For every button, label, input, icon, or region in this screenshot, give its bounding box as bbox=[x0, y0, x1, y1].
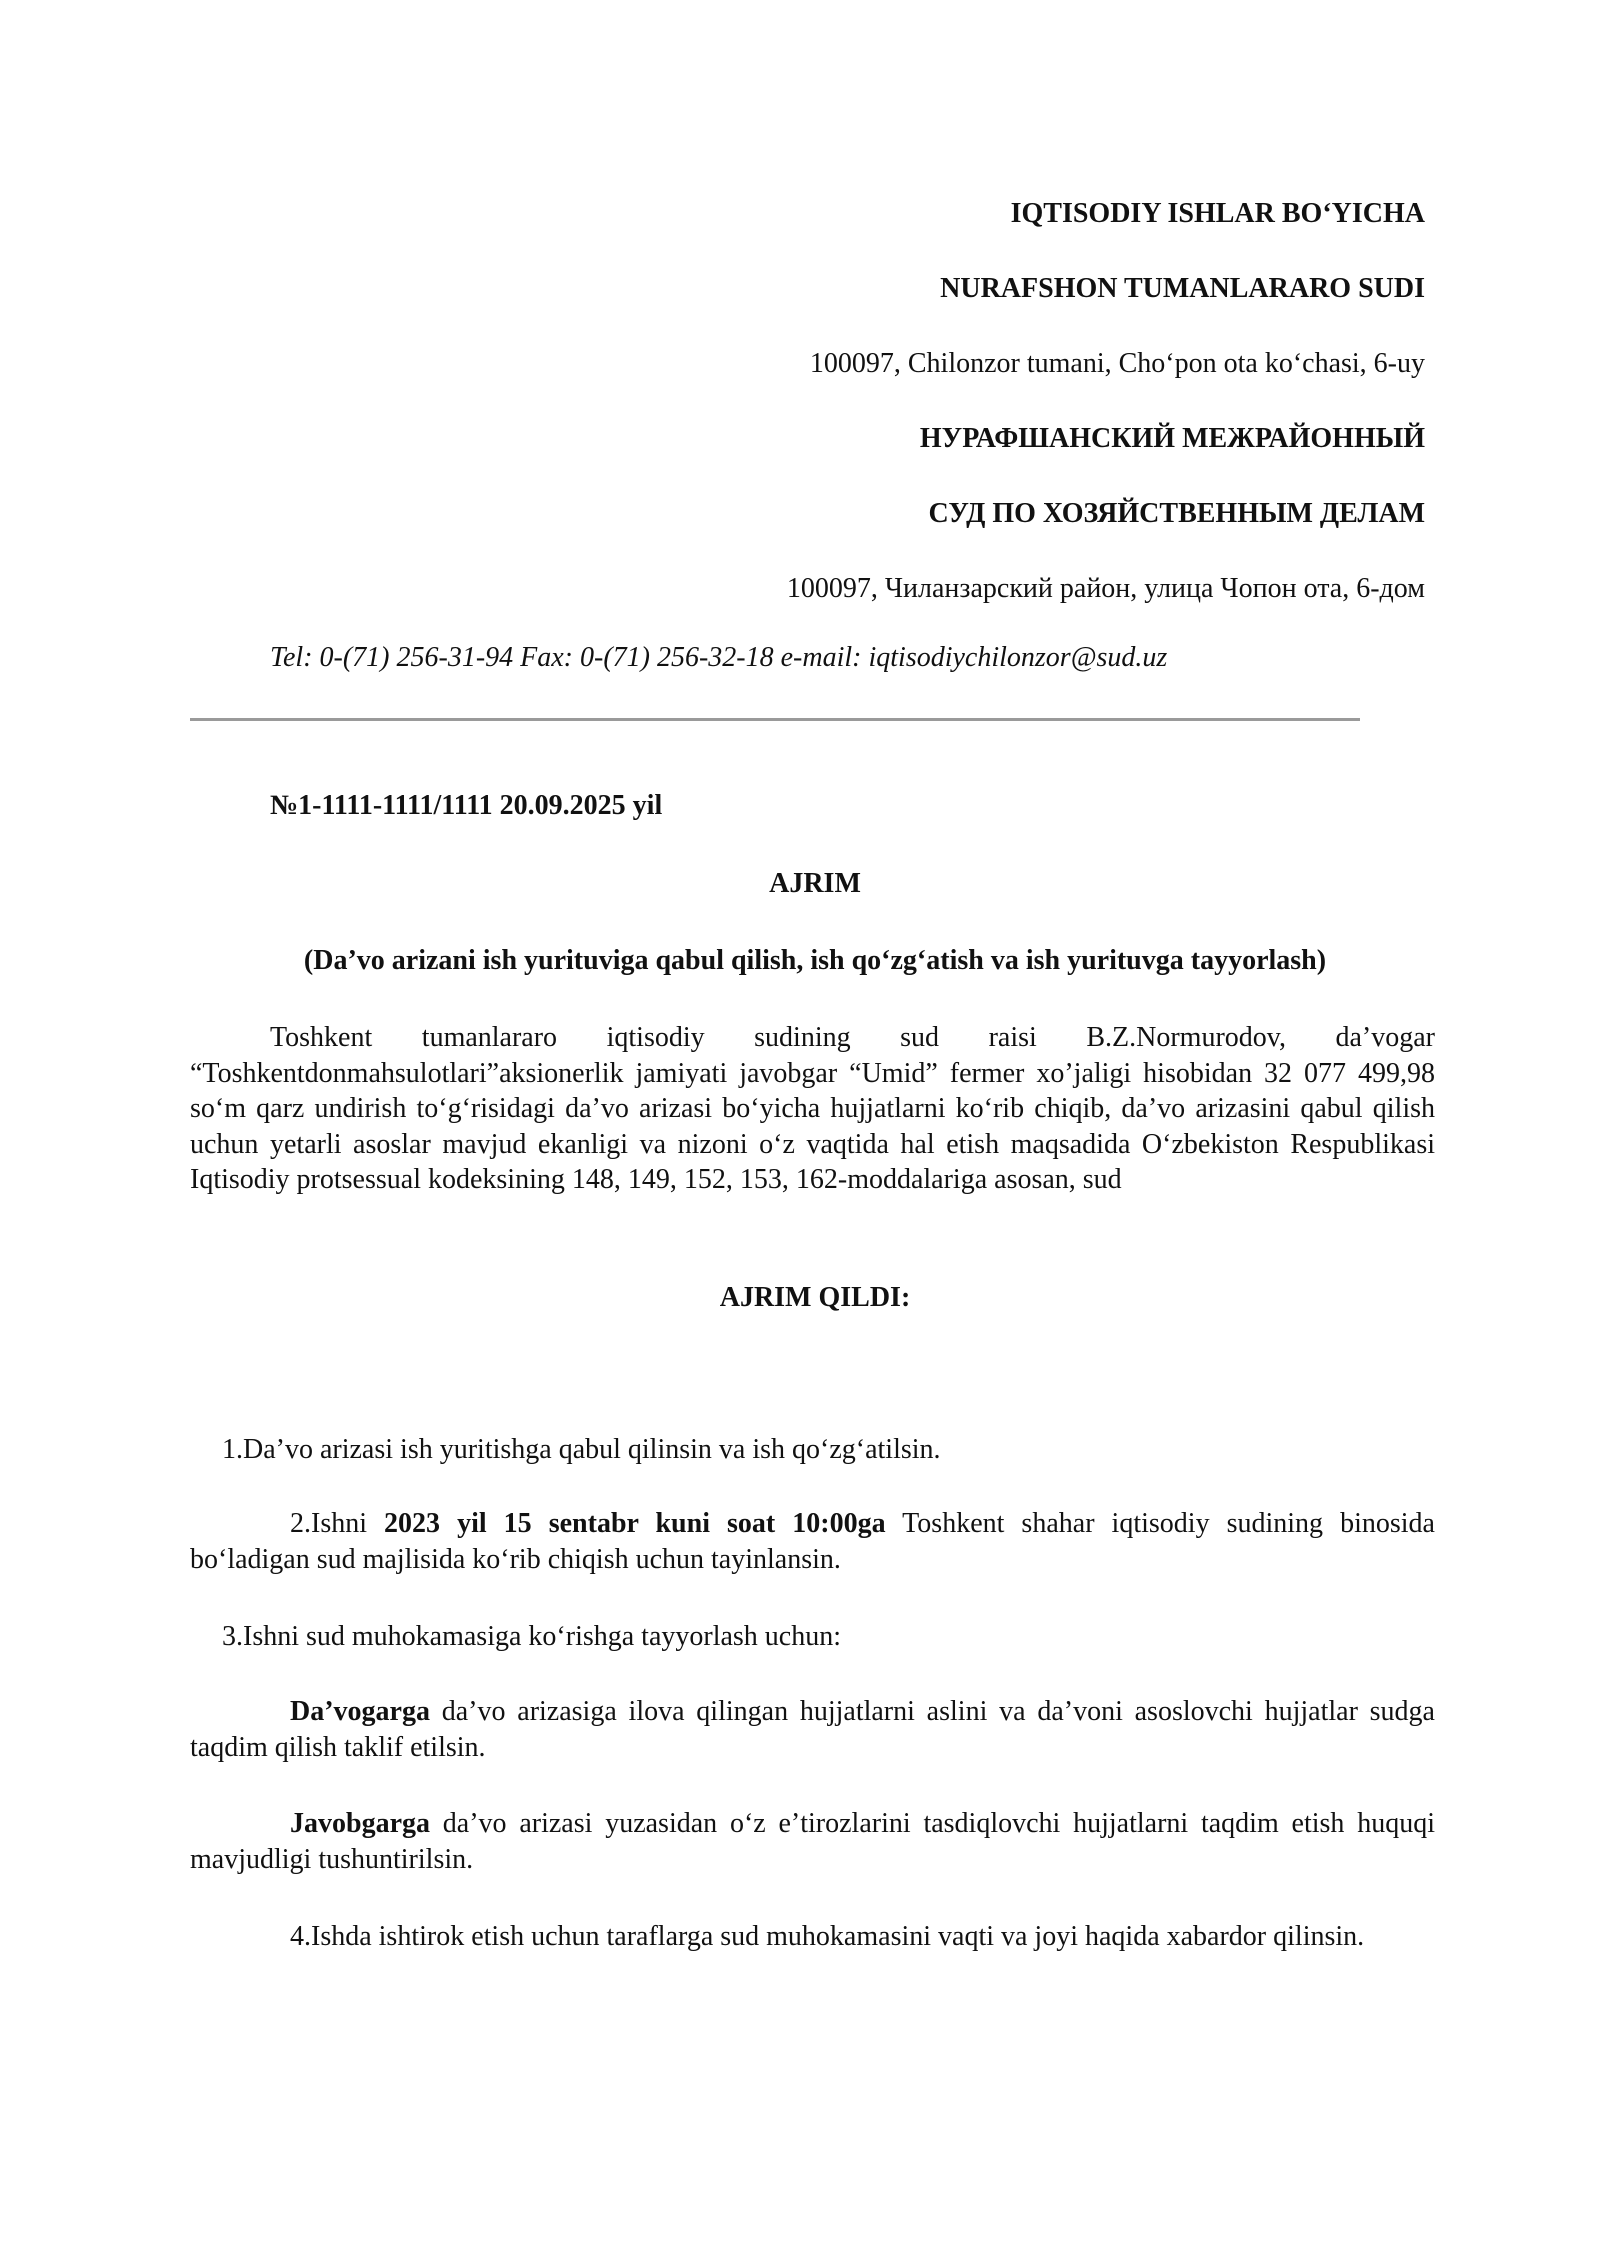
ruling-heading: AJRIM QILDI: bbox=[719, 1282, 911, 1313]
ruling-item-4: 4.Ishda ishtirok etish uchun taraflarga sud muhokamasini vaqti va joyi haqida xabardor qilinsin. bbox=[290, 1921, 1365, 1952]
court-name-uz-line2: NURAFSHON TUMANLARARO SUDI bbox=[940, 273, 1425, 304]
header-divider bbox=[190, 718, 1360, 721]
ruling-item-3: 3.Ishni sud muhokamasiga koʻrishga tayyorlash uchun: bbox=[222, 1621, 842, 1652]
plaintiff-label: Daʼvogarga bbox=[290, 1696, 430, 1727]
court-address-uz: 100097, Chilonzor tumani, Choʻpon ota koʻchasi, 6-uy bbox=[809, 348, 1425, 379]
court-name-ru-line1: НУРАФШАНСКИЙ МЕЖРАЙОННЫЙ bbox=[919, 423, 1425, 454]
court-name-ru-line2: СУД ПО ХОЗЯЙСТВЕННЫМ ДЕЛАМ bbox=[928, 498, 1425, 529]
court-name-uz-line1: IQTISODIY ISHLAR BOʻYICHA bbox=[1010, 198, 1425, 229]
ruling-item-2: 2.Ishni 2023 yil 15 sentabr kuni soat 10:00ga Toshkent shahar iqtisodiy sudining binosida boʻladigan sud majlisida koʻrib chiqish uchun tayinlansin. bbox=[190, 1508, 1435, 1575]
document-number-date: №1-1111-1111/1111 20.09.2025 yil bbox=[270, 790, 663, 821]
ruling-item-1: 1.Daʼvo arizasi ish yuritishga qabul qilinsin va ish qoʻzgʻatilsin. bbox=[222, 1434, 941, 1465]
document-title: AJRIM bbox=[769, 868, 861, 899]
hearing-datetime: 2023 yil 15 sentabr kuni soat 10:00ga bbox=[384, 1508, 886, 1539]
document-subtitle: (Daʼvo arizani ish yurituviga qabul qilish, ish qoʻzgʻatish va ish yurituvga tayyorlash) bbox=[303, 945, 1327, 976]
contact-line: Tel: 0-(71) 256-31-94 Fax: 0-(71) 256-32-18 e-mail: iqtisodiychilonzor@sud.uz bbox=[270, 642, 1168, 673]
defendant-label: Javobgarga bbox=[290, 1808, 430, 1839]
ruling-item-defendant: Javobgarga daʼvo arizasi yuzasidan oʻz eʼtirozlarini tasdiqlovchi hujjatlarni taqdim etish huquqi mavjudligi tushuntirilsin. bbox=[190, 1808, 1435, 1875]
ruling-item-plaintiff: Daʼvogarga daʼvo arizasiga ilova qilingan hujjatlarni aslini va daʼvoni asoslovchi hujjatlar sudga taqdim qilish taklif etilsin. bbox=[190, 1696, 1435, 1763]
intro-paragraph: Toshkent tumanlararo iqtisodiy sudining sud raisi B.Z.Normurodov, daʼvogar “Toshkentdonmahsulotlari”aksionerlik jamiyati javobgar “Umid” fermer xoʼjaligi hisobidan 32 077 499,98 soʻm qarz undirish toʻgʻrisidagi daʼvo arizasi boʻyicha hujjatlarni koʻrib chiqib, daʼvo arizasini qabul qilish uchun yetarli asoslar mavjud ekanligi va nizoni oʻz vaqtida hal etish maqsadida Oʻzbekiston Respublikasi Iqtisodiy protsessual kodeksining 148, 149, 152, 153, 162-moddalariga asosan, sud bbox=[190, 1022, 1435, 1195]
court-address-ru: 100097, Чиланзарский район, улица Чопон ота, 6-дом bbox=[786, 573, 1425, 604]
